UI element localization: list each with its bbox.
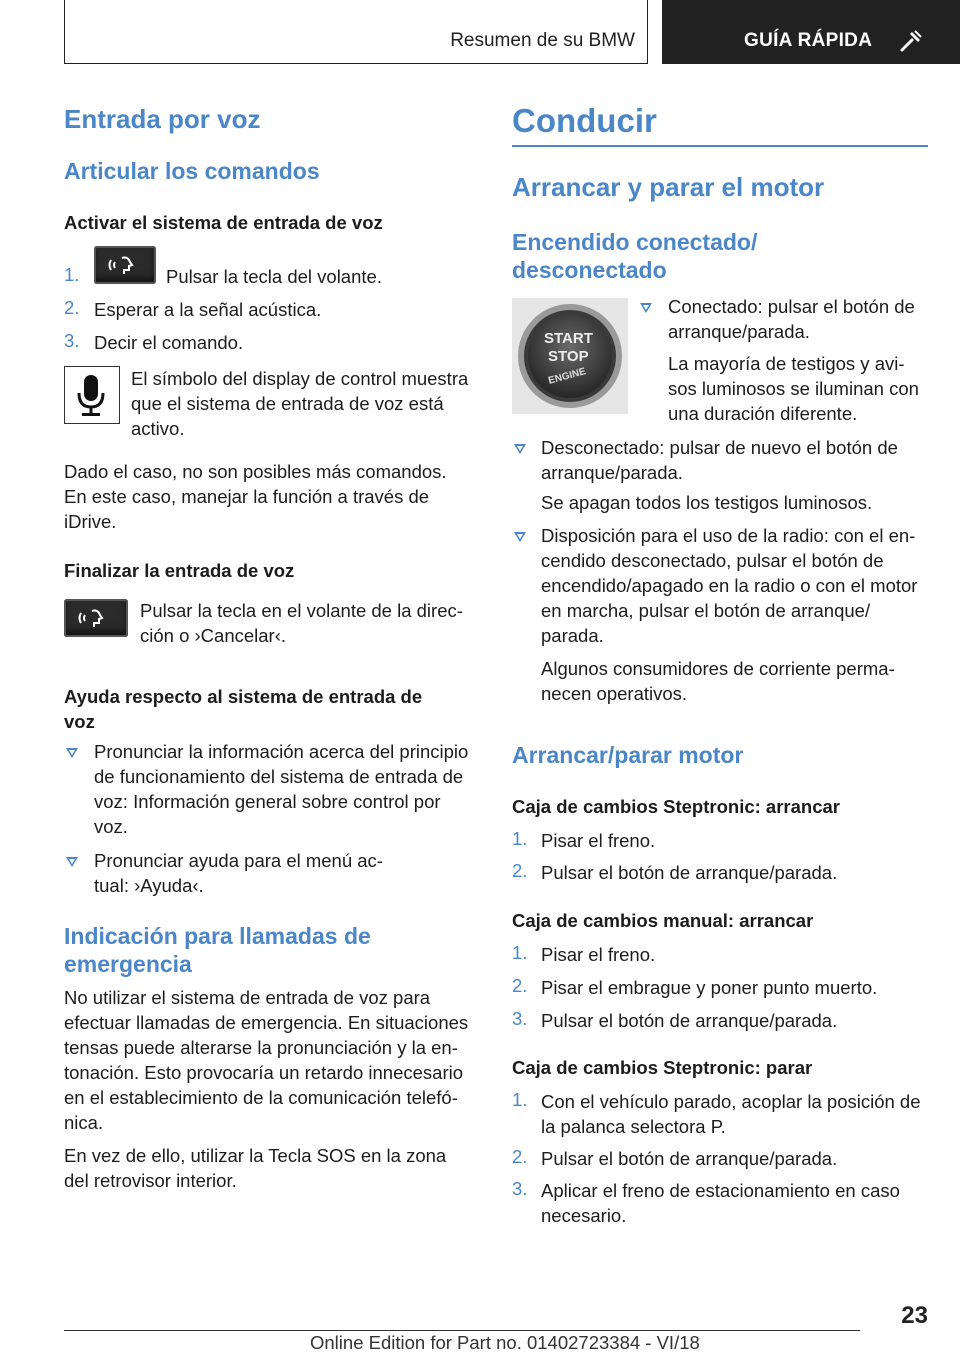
step-text: Pisar el freno. — [541, 830, 656, 851]
text-line: una duración diferente. — [668, 403, 858, 424]
heading-articulate-commands: Articular los comandos — [64, 158, 320, 184]
text-line: La mayoría de testigos y avi‐ — [668, 353, 905, 374]
step-text: Pulsar el botón de arranque/parada. — [541, 1010, 838, 1031]
quick-guide-icon — [898, 28, 924, 54]
text-line: Aplicar el freno de estacionamiento en caso — [541, 1180, 900, 1201]
text-line: en marcha, pulsar el botón de arranque/ — [541, 600, 871, 621]
step-number: 2. — [512, 975, 528, 996]
text-line: sos luminosos se iluminan con — [668, 378, 919, 399]
bullet-triangle-icon — [514, 444, 526, 454]
section-heading: Caja de cambios manual: arrancar — [512, 910, 814, 931]
text-line: Con el vehículo parado, acoplar la posición de — [541, 1091, 921, 1112]
text-line: encendido/apagado en la radio o con el motor — [541, 575, 918, 596]
text-line: tensas puede alterarse la pronunciación y la en‐ — [64, 1037, 458, 1058]
help-bullet — [94, 848, 383, 898]
text-line: Pronunciar la información acerca del principio — [94, 741, 469, 762]
bullet-triangle-icon — [66, 857, 78, 867]
text-line: emergencia — [64, 951, 192, 977]
footer-divider — [64, 1330, 860, 1331]
ignition-note: Se apagan todos los testigos luminosos. — [541, 492, 873, 513]
heading-emergency — [64, 922, 371, 978]
step-text: Pulsar la tecla del volante. — [166, 266, 382, 287]
header-tab — [662, 0, 960, 64]
heading-help — [64, 684, 422, 734]
heading-driving: Conducir — [512, 102, 657, 139]
text-line: ción o ›Cancelar‹. — [140, 625, 287, 646]
heading-finish-voice: Finalizar la entrada de voz — [64, 560, 295, 581]
emergency-paragraph — [64, 985, 468, 1135]
voice-button-image — [64, 599, 128, 637]
page-number: 23 — [901, 1302, 928, 1329]
text-line: parada. — [541, 625, 604, 646]
ignition-bullet — [541, 435, 898, 485]
text-line: la palanca selectora P. — [541, 1116, 726, 1137]
bullet-triangle-icon — [66, 748, 78, 758]
text-line: tual: ›Ayuda‹. — [94, 875, 204, 896]
ignition-bullet — [668, 294, 915, 344]
step-text — [541, 1089, 921, 1139]
text-line: No utilizar el sistema de entrada de voz para — [64, 987, 431, 1008]
header-tab-label: GUÍA RÁPIDA — [744, 30, 873, 51]
engine-label: ENGINE — [547, 366, 588, 387]
start-label: START — [544, 330, 593, 347]
text-line: voz. — [94, 816, 128, 837]
text-line: en el establecimiento de la comunicación telefó‐ — [64, 1087, 458, 1108]
ignition-bullet — [541, 523, 917, 648]
text-line: Ayuda respecto al sistema de entrada de — [64, 686, 423, 707]
text-line: tonación. Esto provocaría un retardo innecesario — [64, 1062, 464, 1083]
text-line: Dado el caso, no son posibles más comandos. — [64, 461, 447, 482]
text-line: El símbolo del display de control muestra — [131, 368, 469, 389]
step-text — [541, 1178, 900, 1228]
step-number: 3. — [64, 330, 80, 351]
ignition-note — [668, 351, 919, 426]
voice-button-image — [94, 246, 156, 284]
text-line: activo. — [131, 418, 185, 439]
finish-text — [140, 598, 463, 648]
text-line: del retrovisor interior. — [64, 1170, 237, 1191]
microphone-symbol-box — [64, 366, 120, 424]
bullet-triangle-icon — [640, 303, 652, 313]
help-bullet — [94, 739, 468, 839]
text-line: Algunos consumidores de corriente perma‐ — [541, 658, 895, 679]
header-section-box — [64, 0, 648, 64]
start-stop-button-image — [512, 298, 628, 414]
step-number: 1. — [512, 828, 528, 849]
section-heading: Caja de cambios Steptronic: arrancar — [512, 796, 840, 817]
microphone-icon — [65, 367, 118, 422]
section-heading: Caja de cambios Steptronic: parar — [512, 1057, 813, 1078]
text-line: Encendido conectado/ — [512, 229, 758, 255]
text-line: Pulsar la tecla en el volante de la direc‐ — [140, 600, 463, 621]
text-line: Desconectado: pulsar de nuevo el botón de — [541, 437, 898, 458]
step-number: 2. — [512, 1146, 528, 1167]
voice-icon — [78, 607, 112, 629]
text-line: de funcionamiento del sistema de entrada de — [94, 766, 464, 787]
step-text: Pisar el freno. — [541, 944, 656, 965]
heading-voice-input: Entrada por voz — [64, 104, 261, 134]
text-line: iDrive. — [64, 511, 117, 532]
text-line: Pronunciar ayuda para el menú ac‐ — [94, 850, 383, 871]
step-number: 3. — [512, 1008, 528, 1029]
text-line: desconectado — [512, 257, 667, 283]
text-line: voz — [64, 711, 95, 732]
case-paragraph — [64, 459, 447, 534]
heading-ignition — [512, 228, 757, 284]
heading-start-stop-engine: Arrancar y parar el motor — [512, 172, 825, 202]
text-line: arranque/parada. — [668, 321, 810, 342]
text-line: necesario. — [541, 1205, 627, 1226]
step-number: 1. — [64, 264, 80, 285]
step-number: 1. — [512, 942, 528, 963]
step-number: 3. — [512, 1178, 528, 1199]
text-line: Conectado: pulsar el botón de — [668, 296, 915, 317]
text-line: necen operativos. — [541, 683, 688, 704]
step-number: 1. — [512, 1089, 528, 1110]
step-text: Pulsar el botón de arranque/parada. — [541, 862, 838, 883]
voice-icon — [108, 254, 142, 276]
text-line: En este caso, manejar la función a través de — [64, 486, 430, 507]
step-text: Pulsar el botón de arranque/parada. — [541, 1148, 838, 1169]
text-line: Disposición para el uso de la radio: con el en‐ — [541, 525, 916, 546]
stop-label: STOP — [548, 348, 589, 365]
step-text: Esperar a la señal acústica. — [94, 299, 322, 320]
ignition-note — [541, 656, 895, 706]
text-line: En vez de ello, utilizar la Tecla SOS en la zona — [64, 1145, 447, 1166]
text-line: Indicación para llamadas de — [64, 923, 371, 949]
text-line: que el sistema de entrada de voz está — [131, 393, 444, 414]
symbol-description — [131, 366, 468, 441]
bullet-triangle-icon — [514, 532, 526, 542]
text-line: efectuar llamadas de emergencia. En situaciones — [64, 1012, 469, 1033]
heading-activate-voice: Activar el sistema de entrada de voz — [64, 212, 383, 233]
step-text: Pisar el embrague y poner punto muerto. — [541, 977, 878, 998]
step-text: Decir el comando. — [94, 332, 244, 353]
text-line: voz: Información general sobre control por — [94, 791, 441, 812]
heading-rule — [512, 145, 928, 147]
sos-paragraph — [64, 1143, 446, 1193]
step-number: 2. — [64, 297, 80, 318]
step-number: 2. — [512, 860, 528, 881]
footer-edition: Online Edition for Part no. 01402723384 - VI/18 — [310, 1332, 700, 1353]
text-line: cendido desconectado, pulsar el botón de — [541, 550, 884, 571]
text-line: arranque/parada. — [541, 462, 683, 483]
header-section-title: Resumen de su BMW — [450, 30, 635, 51]
text-line: nica. — [64, 1112, 104, 1133]
heading-start-stop-motor: Arrancar/parar motor — [512, 742, 744, 768]
